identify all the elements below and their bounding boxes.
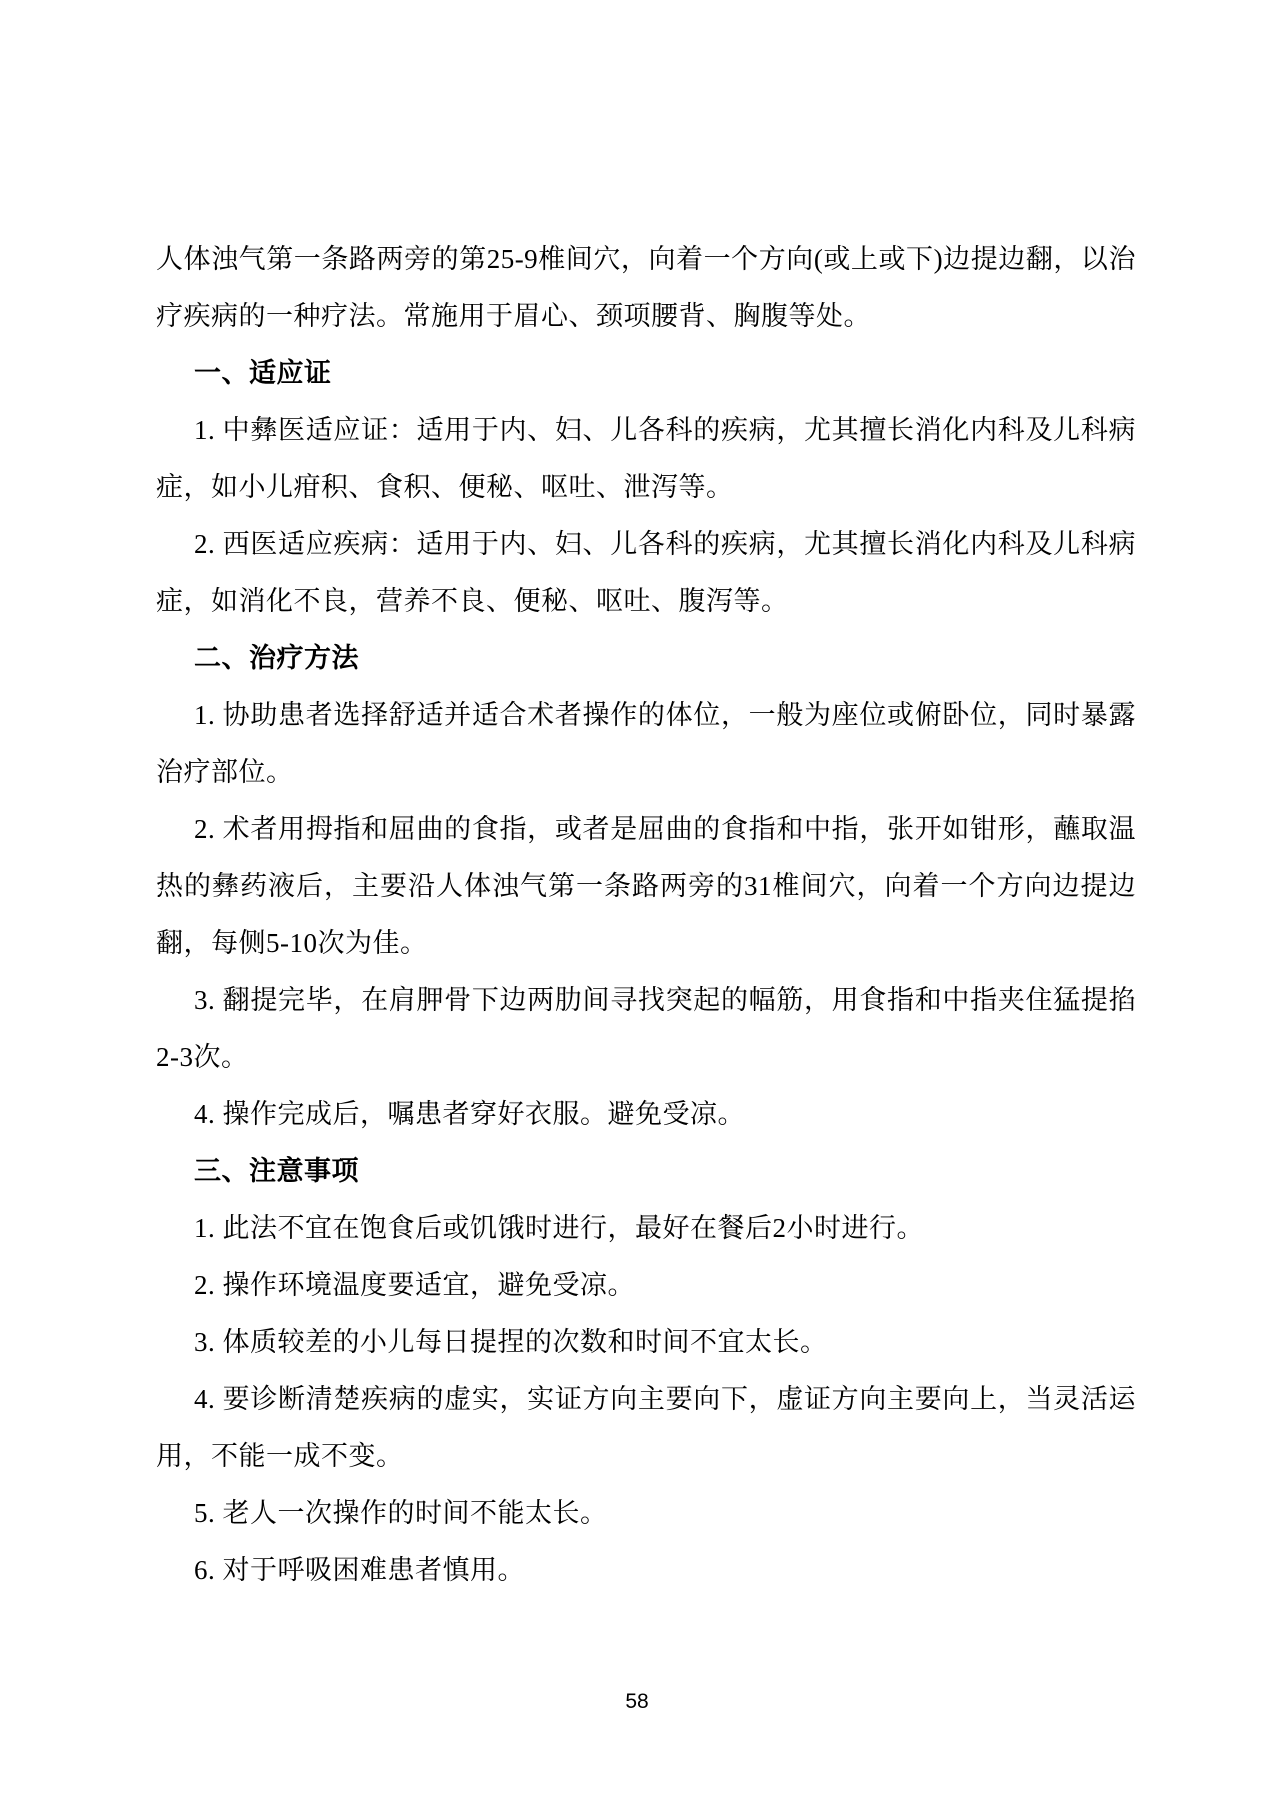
- precautions-paragraph-2: 2. 操作环境温度要适宜，避免受凉。: [194, 1270, 635, 1300]
- precautions-paragraph-3: 3. 体质较差的小儿每日提捏的次数和时间不宜太长。: [194, 1327, 828, 1357]
- treatment-paragraph-2: 2. 术者用拇指和屈曲的食指，或者是屈曲的食指和中指，张开如钳形，蘸取温热的彝药液后，主要沿人体浊气第一条路两旁的31椎间穴，向着一个方向边提边翻，每侧5-10次为佳。: [156, 814, 1136, 958]
- precautions-paragraph-6: 6. 对于呼吸困难患者慎用。: [194, 1555, 525, 1585]
- precautions-paragraph-5: 5. 老人一次操作的时间不能太长。: [194, 1498, 608, 1528]
- indications-paragraph-1: 1. 中彝医适应证：适用于内、妇、儿各科的疾病，尤其擅长消化内科及儿科病症，如小儿疳积、食积、便秘、呕吐、泄泻等。: [156, 415, 1136, 502]
- precautions-paragraph-1: 1. 此法不宜在饱食后或饥饿时进行，最好在餐后2小时进行。: [194, 1213, 924, 1243]
- treatment-paragraph-1: 1. 协助患者选择舒适并适合术者操作的体位，一般为座位或俯卧位，同时暴露治疗部位。: [156, 700, 1136, 787]
- intro-paragraph: 人体浊气第一条路两旁的第25-9椎间穴，向着一个方向(或上或下)边提边翻，以治疗疾病的一种疗法。常施用于眉心、颈项腰背、胸腹等处。: [156, 244, 1136, 331]
- treatment-paragraph-3: 3. 翻提完毕，在肩胛骨下边两肋间寻找突起的幅筋，用食指和中指夹住猛提掐2-3次。: [156, 985, 1136, 1072]
- page-content: [156, 231, 1136, 1599]
- precautions-paragraph-4: 4. 要诊断清楚疾病的虚实，实证方向主要向下，虚证方向主要向上，当灵活运用，不能一成不变。: [156, 1384, 1136, 1471]
- treatment-paragraph-4: 4. 操作完成后，嘱患者穿好衣服。避免受凉。: [194, 1099, 745, 1129]
- section-heading-indications: 一、适应证: [194, 358, 332, 388]
- section-heading-treatment-method: 二、治疗方法: [194, 643, 359, 673]
- page-number: 58: [625, 1690, 649, 1713]
- section-heading-precautions: 三、注意事项: [194, 1156, 359, 1186]
- indications-paragraph-2: 2. 西医适应疾病：适用于内、妇、儿各科的疾病，尤其擅长消化内科及儿科病症，如消化不良，营养不良、便秘、呕吐、腹泻等。: [156, 529, 1136, 616]
